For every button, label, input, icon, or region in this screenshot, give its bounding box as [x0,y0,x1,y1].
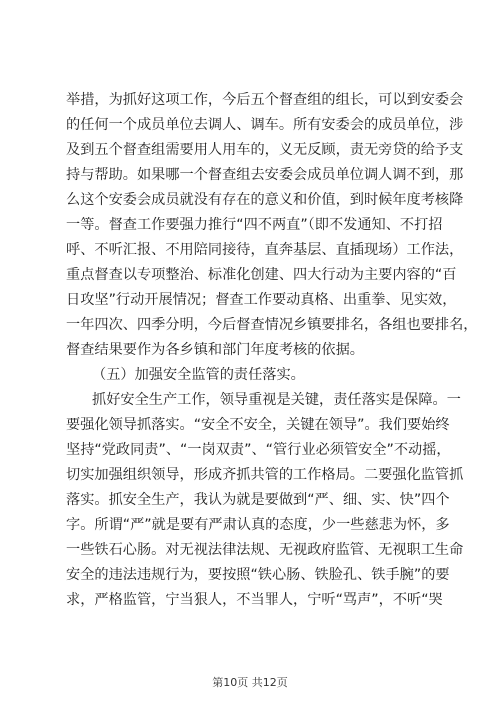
text-line: 安全的违法违规行为，要按照“铁心肠、铁脸孔、铁手腕”的要 [66,567,450,583]
text-line: 及到五个督查组需要用人用车的，义无反顾，责无旁贷的给予支 [66,142,464,158]
body-text [66,88,478,613]
text-line: 切实加强组织领导，形成齐抓共管的工作格局。二要强化监管抓 [66,467,464,483]
text-line: 落实。抓安全生产，我认为就是要做到“严、细、实、快”四个 [66,492,450,508]
text-line: 字。所谓“严”就是要有严肃认真的态度，少一些慈悲为怀，多 [66,517,450,533]
text-line: 日攻坚”行动开展情况；督查工作要动真格、出重拳、见实效， [66,292,457,308]
text-line: 举措，为抓好这项工作，今后五个督查组的组长，可以到安委会 [66,92,464,108]
text-line: 么这个安委会成员就没有存在的意义和价值，到时候年度考核降 [66,192,464,208]
text-line: 要强化领导抓落实。“安全不安全，关键在领导”。我们要始终 [66,417,450,433]
page-footer: 第10页 共12页 [212,676,288,689]
text-line: 一等。督查工作要强力推行“四不两直”（即不发通知、不打招 [66,217,443,233]
text-line: 督查结果要作为各乡镇和部门年度考核的依据。 [66,342,364,358]
text-line: 重点督查以专项整治、标准化创建、四大行动为主要内容的“百 [66,267,457,283]
section-heading: （五）加强安全监管的责任落实。 [92,367,305,383]
text-line: 一些铁石心肠。对无视法律法规、无视政府监管、无视职工生命 [66,542,464,558]
text-line: 求，严格监管，宁当狠人，不当罪人，宁听“骂声”，不听“哭 [66,592,443,608]
text-line: 持与帮助。如果哪一个督查组去安委会成员单位调人调不到，那 [66,167,464,183]
text-line: 的任何一个成员单位去调人、调车。所有安委会的成员单位，涉 [66,117,464,133]
text-line: 呼、不听汇报、不用陪同接待，直奔基层、直插现场）工作法， [66,242,464,258]
text-line: 一年四次、四季分明，今后督查情况乡镇要排名，各组也要排名， [66,317,478,333]
text-line: 抓好安全生产工作，领导重视是关键，责任落实是保障。一 [92,392,461,408]
text-line: 坚持“党政同责”、“一岗双责”、“管行业必须管安全”不动摇， [66,442,451,458]
